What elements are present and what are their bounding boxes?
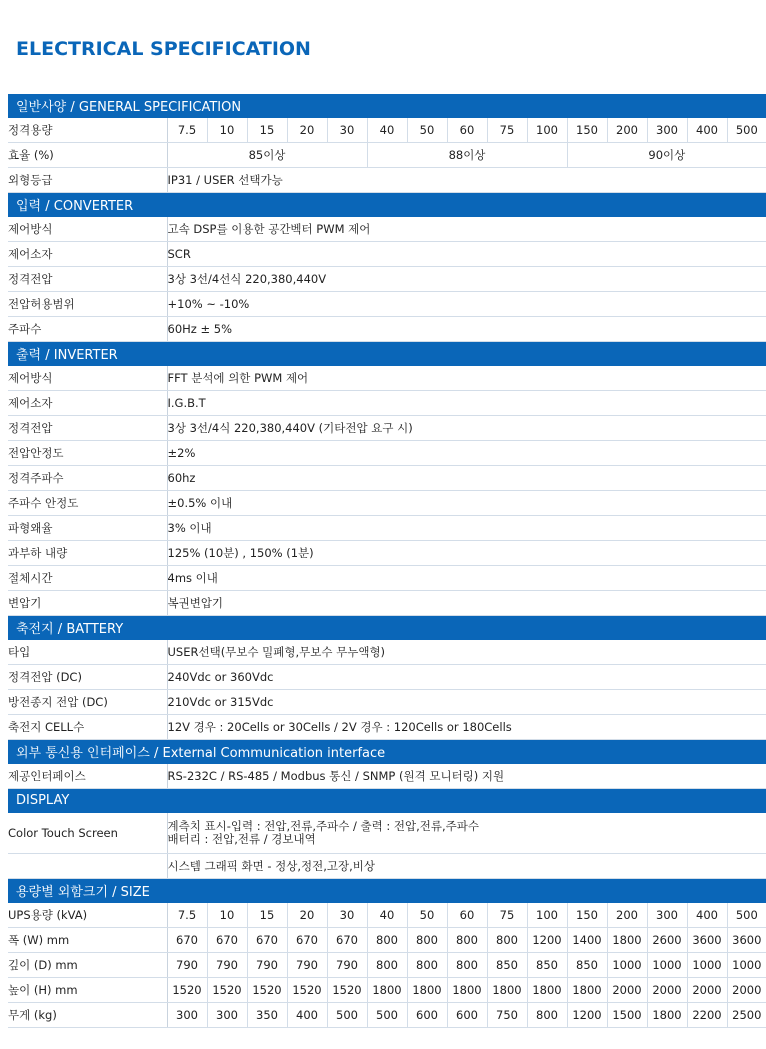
display-line: 계측치 표시-입력 : 전압,전류,주파수 / 출력 : 전압,전류,주파수: [167, 819, 479, 833]
row-value: 복권변압기: [167, 591, 766, 616]
display-row: [8, 854, 766, 879]
value-cell: 60: [447, 118, 487, 143]
value-cell: 1800: [487, 978, 527, 1003]
value-cell: 850: [527, 953, 567, 978]
converter-row: [8, 317, 766, 342]
value-cell: 50: [407, 118, 447, 143]
value-cell: 7.5: [167, 118, 207, 143]
section-header: 외부 통신용 인터페이스 / External Communication interface: [8, 740, 766, 764]
row-value: 210Vdc or 315Vdc: [167, 690, 766, 715]
value-cell: 790: [167, 953, 207, 978]
row-label: 과부하 내량: [8, 541, 167, 566]
value-cell: 2000: [687, 978, 727, 1003]
value-cell: 60: [447, 903, 487, 928]
value-cell: 400: [287, 1003, 327, 1028]
row-label: 정격전압: [8, 267, 167, 292]
value-cell: 2600: [647, 928, 687, 953]
row-label: 주파수 안정도: [8, 491, 167, 516]
value-cell: 100: [527, 903, 567, 928]
value-cell: 1520: [287, 978, 327, 1003]
size-row: [8, 928, 766, 953]
battery-row: [8, 715, 766, 740]
inverter-row: [8, 391, 766, 416]
value-cell: 1000: [647, 953, 687, 978]
row-value: 4ms 이내: [167, 566, 766, 591]
row-label: UPS용량 (kVA): [8, 903, 167, 928]
row-value: FFT 분석에 의한 PWM 제어: [167, 366, 766, 391]
value-cell: 1000: [607, 953, 647, 978]
row-value: ±2%: [167, 441, 766, 466]
value-cell: 800: [447, 953, 487, 978]
row-label: 변압기: [8, 591, 167, 616]
value-cell: 30: [327, 903, 367, 928]
value-cell: 800: [367, 953, 407, 978]
row-label: 절체시간: [8, 566, 167, 591]
value-cell: 750: [487, 1003, 527, 1028]
value-cell: 1000: [727, 953, 766, 978]
value-cell: 2000: [647, 978, 687, 1003]
value-cell: 75: [487, 118, 527, 143]
display-line: 시스템 그래픽 화면 - 정상,정전,고장,비상: [167, 854, 766, 879]
section-communication: [8, 740, 766, 764]
inverter-row: [8, 466, 766, 491]
value-cell: 100: [527, 118, 567, 143]
value-cell: 800: [407, 928, 447, 953]
row-label: 폭 (W) mm: [8, 928, 167, 953]
row-label: 전압허용범위: [8, 292, 167, 317]
row-label: 정격전압 (DC): [8, 665, 167, 690]
size-row: [8, 953, 766, 978]
value-cell: 1000: [687, 953, 727, 978]
efficiency-row: [8, 143, 766, 168]
row-value: 240Vdc or 360Vdc: [167, 665, 766, 690]
value-cell: 30: [327, 118, 367, 143]
display-row: [8, 813, 766, 854]
value-cell: 400: [687, 903, 727, 928]
value-cell: 2500: [727, 1003, 766, 1028]
value-cell: 1520: [247, 978, 287, 1003]
value-cell: 1500: [607, 1003, 647, 1028]
spec-table: [8, 94, 766, 1028]
row-label: 정격용량: [8, 118, 167, 143]
value-cell: 2000: [727, 978, 766, 1003]
display-line: 배터리 : 전압,전류 / 경보내역: [167, 832, 316, 846]
inverter-row: [8, 516, 766, 541]
value-cell: 10: [207, 118, 247, 143]
value-cell: 1800: [527, 978, 567, 1003]
row-label: 정격전압: [8, 416, 167, 441]
value-cell: 1800: [407, 978, 447, 1003]
value-cell: 850: [487, 953, 527, 978]
value-cell: 600: [447, 1003, 487, 1028]
inverter-row: [8, 366, 766, 391]
value-cell: 600: [407, 1003, 447, 1028]
row-value: IP31 / USER 선택가능: [167, 168, 766, 193]
value-cell: 1400: [567, 928, 607, 953]
row-value: RS-232C / RS-485 / Modbus 통신 / SNMP (원격 모니터링) 지원: [167, 764, 766, 789]
section-display: [8, 789, 766, 813]
battery-row: [8, 665, 766, 690]
row-value: +10% ~ -10%: [167, 292, 766, 317]
row-value: 60Hz ± 5%: [167, 317, 766, 342]
size-row: [8, 903, 766, 928]
row-label: 주파수: [8, 317, 167, 342]
row-label-empty: [8, 854, 167, 879]
row-label: 외형등급: [8, 168, 167, 193]
value-cell: 3600: [727, 928, 766, 953]
section-size: [8, 879, 766, 903]
value-cell: 400: [687, 118, 727, 143]
value-cell: 50: [407, 903, 447, 928]
row-value: 12V 경우 : 20Cells or 30Cells / 2V 경우 : 120Cells or 180Cells: [167, 715, 766, 740]
value-cell: 7.5: [167, 903, 207, 928]
size-row: [8, 978, 766, 1003]
value-cell: 800: [487, 928, 527, 953]
value-cell: 800: [447, 928, 487, 953]
value-cell: 3600: [687, 928, 727, 953]
value-cell: 500: [727, 118, 766, 143]
row-label: 제어소자: [8, 242, 167, 267]
row-value: 3상 3선/4선식 220,380,440V: [167, 267, 766, 292]
value-cell: 1200: [527, 928, 567, 953]
value-cell: 20: [287, 903, 327, 928]
value-cell: 800: [367, 928, 407, 953]
inverter-row: [8, 541, 766, 566]
value-cell: 670: [327, 928, 367, 953]
row-value: 60hz: [167, 466, 766, 491]
battery-row: [8, 690, 766, 715]
section-header: 입력 / CONVERTER: [8, 193, 766, 217]
row-label: 무게 (kg): [8, 1003, 167, 1028]
row-label: 전압안정도: [8, 441, 167, 466]
row-label: 파형왜율: [8, 516, 167, 541]
row-value: ±0.5% 이내: [167, 491, 766, 516]
value-cell: 1800: [647, 1003, 687, 1028]
value-cell: 1520: [167, 978, 207, 1003]
row-value: USER선택(무보수 밀폐형,무보수 무누액형): [167, 640, 766, 665]
value-cell: 300: [207, 1003, 247, 1028]
value-cell: 150: [567, 118, 607, 143]
row-value: 3% 이내: [167, 516, 766, 541]
battery-row: [8, 640, 766, 665]
value-cell: 790: [287, 953, 327, 978]
value-cell: 2000: [607, 978, 647, 1003]
row-label: 제어소자: [8, 391, 167, 416]
value-cell: 15: [247, 903, 287, 928]
interface-row: [8, 764, 766, 789]
section-header: 일반사양 / GENERAL SPECIFICATION: [8, 94, 766, 118]
row-label: 높이 (H) mm: [8, 978, 167, 1003]
value-cell: 800: [527, 1003, 567, 1028]
row-value: 고속 DSP를 이용한 공간벡터 PWM 제어: [167, 217, 766, 242]
row-label: 제어방식: [8, 217, 167, 242]
value-cell: 1520: [327, 978, 367, 1003]
value-cell: 850: [567, 953, 607, 978]
section-header: 출력 / INVERTER: [8, 342, 766, 366]
row-value: SCR: [167, 242, 766, 267]
value-cell: 2200: [687, 1003, 727, 1028]
size-row: [8, 1003, 766, 1028]
value-cell: 200: [607, 903, 647, 928]
page-title: ELECTRICAL SPECIFICATION: [16, 38, 311, 60]
value-cell: 500: [327, 1003, 367, 1028]
value-cell: 790: [327, 953, 367, 978]
value-cell: 790: [247, 953, 287, 978]
section-battery: [8, 616, 766, 640]
row-label: 정격주파수: [8, 466, 167, 491]
value-cell: 300: [647, 118, 687, 143]
value-cell: 350: [247, 1003, 287, 1028]
value-cell: 790: [207, 953, 247, 978]
display-values: [167, 813, 766, 854]
value-cell: 15: [247, 118, 287, 143]
row-label: 축전지 CELL수: [8, 715, 167, 740]
converter-row: [8, 242, 766, 267]
value-cell: 800: [407, 953, 447, 978]
value-cell: 500: [367, 1003, 407, 1028]
value-cell: 1800: [607, 928, 647, 953]
value-cell: 1520: [207, 978, 247, 1003]
row-label: 제공인터페이스: [8, 764, 167, 789]
value-cell: 670: [287, 928, 327, 953]
efficiency-group: 90이상: [567, 143, 766, 168]
value-cell: 20: [287, 118, 327, 143]
section-converter: [8, 193, 766, 217]
value-cell: 670: [207, 928, 247, 953]
converter-row: [8, 267, 766, 292]
row-label: 타입: [8, 640, 167, 665]
row-value: 125% (10분) , 150% (1분): [167, 541, 766, 566]
row-value: I.G.B.T: [167, 391, 766, 416]
value-cell: 300: [647, 903, 687, 928]
row-label: 방전종지 전압 (DC): [8, 690, 167, 715]
row-label: 제어방식: [8, 366, 167, 391]
value-cell: 1800: [567, 978, 607, 1003]
row-label: 깊이 (D) mm: [8, 953, 167, 978]
value-cell: 670: [167, 928, 207, 953]
value-cell: 1200: [567, 1003, 607, 1028]
rated-capacity-row: [8, 118, 766, 143]
efficiency-group: 85이상: [167, 143, 367, 168]
inverter-row: [8, 416, 766, 441]
enclosure-row: [8, 168, 766, 193]
value-cell: 1800: [447, 978, 487, 1003]
row-value: 3상 3선/4식 220,380,440V (기타전압 요구 시): [167, 416, 766, 441]
value-cell: 670: [247, 928, 287, 953]
row-label: 효율 (%): [8, 143, 167, 168]
section-inverter: [8, 342, 766, 366]
value-cell: 75: [487, 903, 527, 928]
value-cell: 40: [367, 118, 407, 143]
inverter-row: [8, 491, 766, 516]
section-header: DISPLAY: [8, 789, 766, 813]
value-cell: 150: [567, 903, 607, 928]
value-cell: 10: [207, 903, 247, 928]
value-cell: 500: [727, 903, 766, 928]
value-cell: 200: [607, 118, 647, 143]
value-cell: 1800: [367, 978, 407, 1003]
value-cell: 40: [367, 903, 407, 928]
row-label: Color Touch Screen: [8, 813, 167, 854]
inverter-row: [8, 441, 766, 466]
converter-row: [8, 292, 766, 317]
section-general: [8, 94, 766, 118]
section-header: 축전지 / BATTERY: [8, 616, 766, 640]
efficiency-group: 88이상: [367, 143, 567, 168]
inverter-row: [8, 591, 766, 616]
inverter-row: [8, 566, 766, 591]
converter-row: [8, 217, 766, 242]
section-header: 용량별 외함크기 / SIZE: [8, 879, 766, 903]
value-cell: 300: [167, 1003, 207, 1028]
